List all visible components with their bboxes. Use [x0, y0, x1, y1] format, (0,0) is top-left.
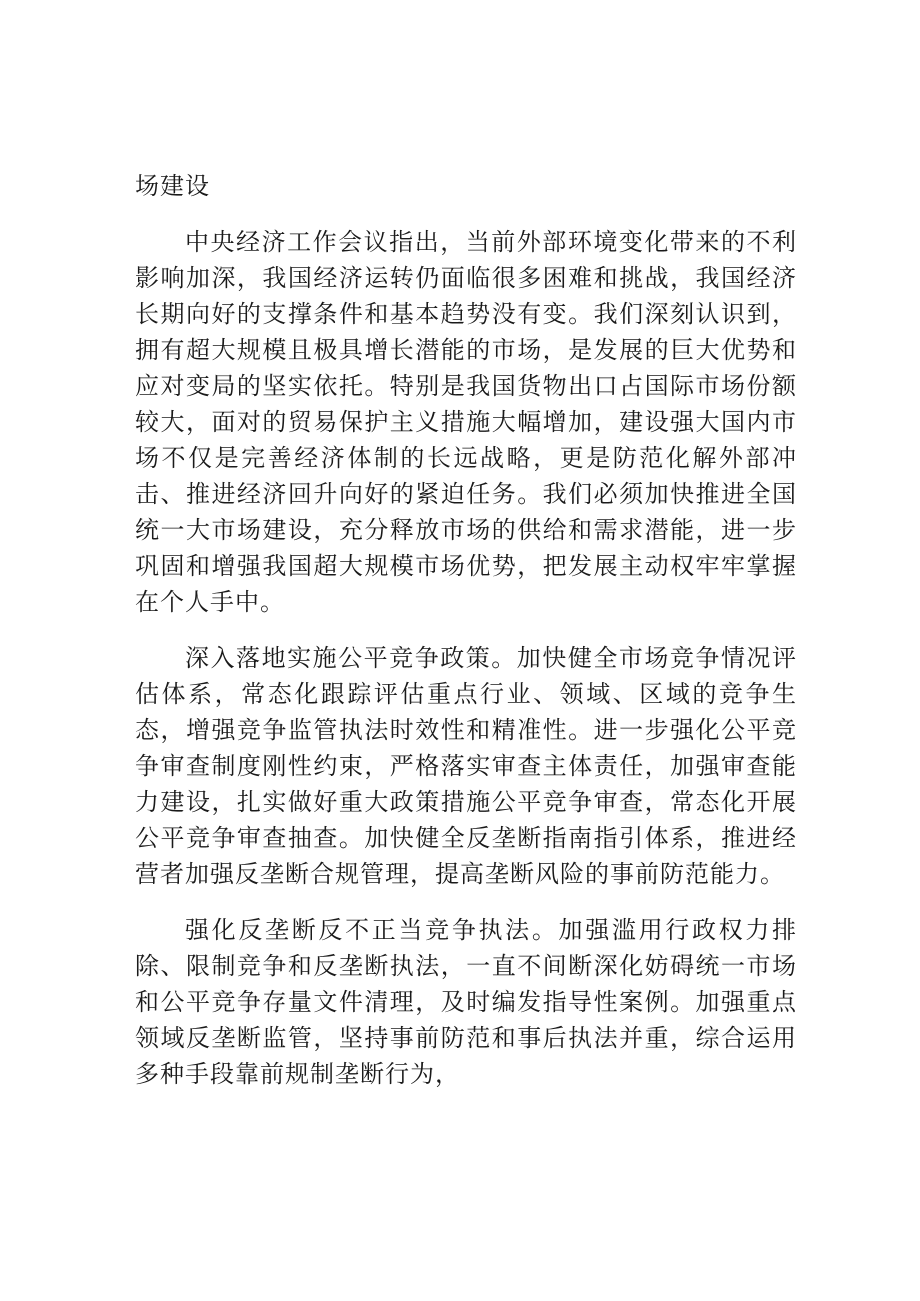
paragraph-continuation: 场建设	[135, 172, 210, 200]
paragraph-economic-work-conference: 中央经济工作会议指出，当前外部环境变化带来的不利影响加深，我国经济运转仍面临很多困难和挑战，我国经济长期向好的支撑条件和基本趋势没有变。我们深刻认识到，拥有超大规模且极具增长潜能的市场，是发展的巨大优势和应对变局的坚实依托。特别是我国货物出口占国际市场份额较大，面对的贸易保护主义措施大幅增加，建设强大国内市场不仅是完善经济体制的长远战略，更是防范化解外部冲击、推进经济回升向好的紧迫任务。我们必须加快推进全国统一大市场建设，充分释放市场的供给和需求潜能，进一步巩固和增强我国超大规模市场优势，把发展主动权牢牢掌握在个人手中。	[135, 228, 797, 616]
document-body	[135, 168, 797, 1092]
paragraph-antitrust-enforcement: 强化反垄断反不正当竞争执法。加强滥用行政权力排除、限制竞争和反垄断执法，一直不间断深化妨碍统一市场和公平竞争存量文件清理，及时编发指导性案例。加强重点领域反垄断监管，坚持事前防范和事后执法并重，综合运用多种手段靠前规制垄断行为，	[135, 916, 797, 1088]
paragraph-fair-competition-policy: 深入落地实施公平竞争政策。加快健全市场竞争情况评估体系，常态化跟踪评估重点行业、领域、区域的竞争生态，增强竞争监管执法时效性和精准性。进一步强化公平竞争审查制度刚性约束，严格落实审查主体责任，加强审查能力建设，扎实做好重大政策措施公平竞争审查，常态化开展公平竞争审查抽查。加快健全反垄断指南指引体系，推进经营者加强反垄断合规管理，提高垄断风险的事前防范能力。	[135, 644, 797, 888]
